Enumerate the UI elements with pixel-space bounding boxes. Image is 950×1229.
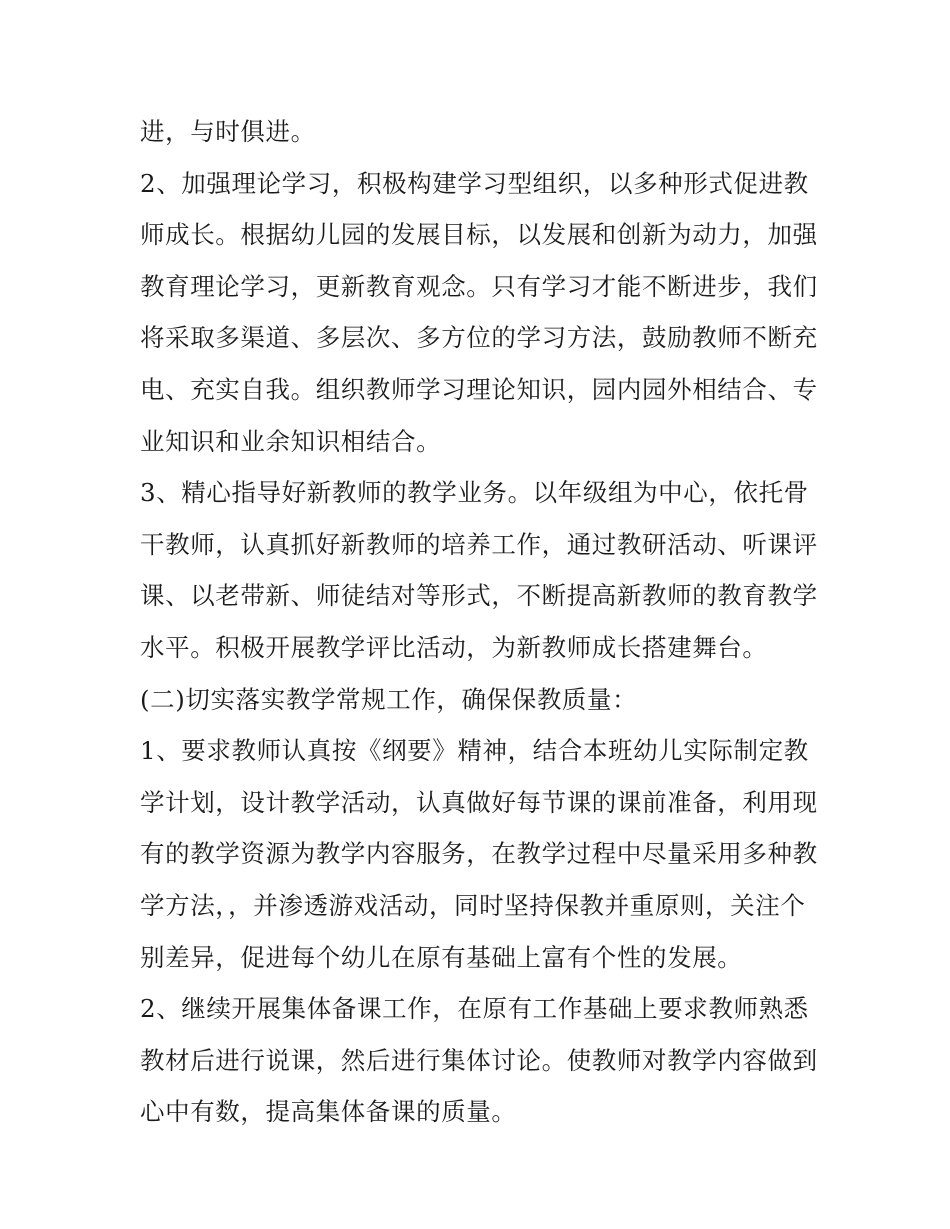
text-line: 电、充实自我。组织教师学习理论知识，园内园外相结合、专: [140, 374, 818, 404]
text-line: 教材后进行说课，然后进行集体讨论。使教师对教学内容做到: [140, 1045, 818, 1075]
text-line: 1、要求教师认真按《纲要》精神，结合本班幼儿实际制定教: [140, 736, 809, 766]
text-line: 业知识和业余知识相结合。: [140, 426, 442, 456]
text-line: 将采取多渠道、多层次、多方位的学习方法，鼓励教师不断充: [140, 323, 818, 353]
text-line: 学计划，设计教学活动，认真做好每节课的课前准备，利用现: [140, 787, 818, 817]
text-line: 干教师，认真抓好新教师的培养工作，通过教研活动、听课评: [140, 529, 818, 559]
section-heading: (二)切实落实教学常规工作，确保保教质量：: [140, 684, 638, 714]
text-line: 2、加强理论学习，积极构建学习型组织，以多种形式促进教: [140, 168, 809, 198]
text-line: 教育理论学习，更新教育观念。只有学习才能不断进步，我们: [140, 271, 818, 301]
text-line: 师成长。根据幼儿园的发展目标，以发展和创新为动力，加强: [140, 220, 818, 250]
text-line: 水平。积极开展教学评比活动，为新教师成长搭建舞台。: [140, 632, 768, 662]
text-line: 别差异，促进每个幼儿在原有基础上富有个性的发展。: [140, 942, 743, 972]
text-line: 有的教学资源为教学内容服务，在教学过程中尽量采用多种教: [140, 839, 818, 869]
text-line: 学方法，，并渗透游戏活动，同时坚持保教并重原则，关注个: [140, 890, 806, 920]
text-line: 进，与时俱进。: [140, 117, 316, 146]
text-line: 2、继续开展集体备课工作，在原有工作基础上要求教师熟悉: [140, 994, 809, 1024]
text-line: 课、以老带新、师徒结对等形式，不断提高新教师的教育教学: [140, 581, 818, 611]
body-text: [140, 106, 820, 1138]
text-line: 心中有数，提高集体备课的质量。: [140, 1097, 517, 1127]
text-line: 3、精心指导好新教师的教学业务。以年级组为中心，依托骨: [140, 478, 809, 508]
